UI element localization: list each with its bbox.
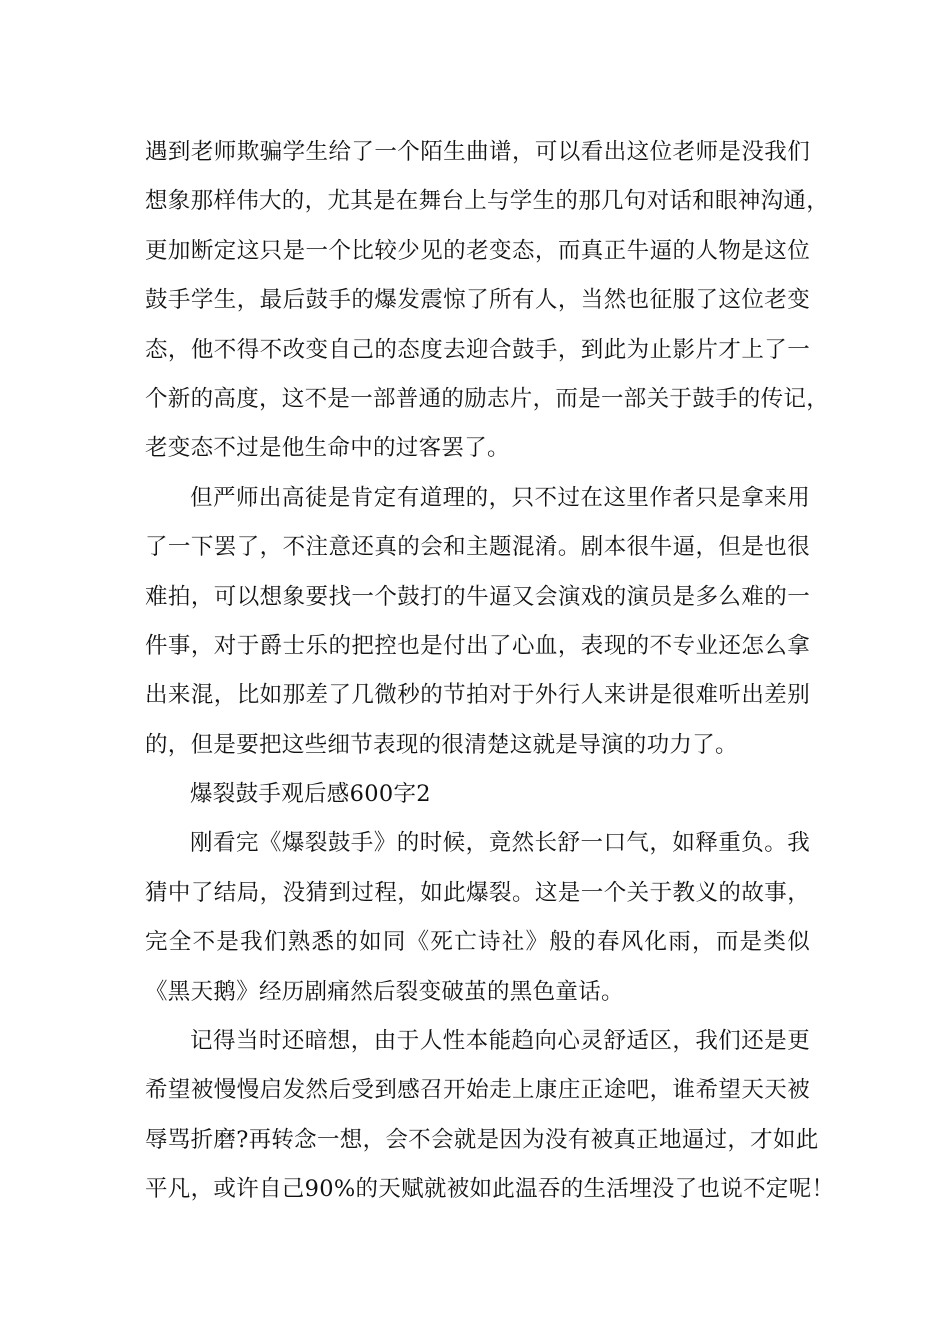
paragraph-1-line: 老变态不过是他生命中的过客罢了。	[145, 435, 510, 462]
paragraph-1-line: 更加断定这只是一个比较少见的老变态，而真正牛逼的人物是这位	[145, 237, 810, 264]
paragraph-3-line: 刚看完《爆裂鼓手》的时候，竟然长舒一口气，如释重负。我	[190, 830, 810, 857]
paragraph-2-line: 件事，对于爵士乐的把控也是付出了心血，表现的不专业还怎么拿	[145, 632, 810, 659]
paragraph-1-line: 个新的高度，这不是一部普通的励志片，而是一部关于鼓手的传记，	[145, 385, 830, 412]
paragraph-2-line: 了一下罢了，不注意还真的会和主题混淆。剧本很牛逼，但是也很	[145, 534, 810, 561]
paragraph-2-line: 难拍，可以想象要找一个鼓打的牛逼又会演戏的演员是多么难的一	[145, 583, 810, 610]
paragraph-4-line: 记得当时还暗想，由于人性本能趋向心灵舒适区，我们还是更	[190, 1028, 810, 1055]
paragraph-2-line: 出来混，比如那差了几微秒的节拍对于外行人来讲是很难听出差别	[145, 682, 810, 709]
paragraph-4-line: 平凡，或许自己90%的天赋就被如此温吞的生活埋没了也说不定呢！	[145, 1176, 835, 1203]
paragraph-1-line: 鼓手学生，最后鼓手的爆发震惊了所有人，当然也征服了这位老变	[145, 287, 810, 314]
paragraph-2-line: 但严师出高徒是肯定有道理的，只不过在这里作者只是拿来用	[190, 484, 810, 511]
paragraph-3-line: 猜中了结局，没猜到过程，如此爆裂。这是一个关于教义的故事，	[145, 879, 810, 906]
section-heading: 爆裂鼓手观后感600字2	[190, 781, 431, 808]
paragraph-1-line: 态，他不得不改变自己的态度去迎合鼓手，到此为止影片才上了一	[145, 336, 810, 363]
paragraph-3-line: 《黑天鹅》经历剧痛然后裂变破茧的黑色童话。	[145, 978, 624, 1005]
paragraph-3-line: 完全不是我们熟悉的如同《死亡诗社》般的春风化雨，而是类似	[145, 929, 810, 956]
paragraph-2-line: 的，但是要把这些细节表现的很清楚这就是导演的功力了。	[145, 731, 738, 758]
paragraph-4-line: 辱骂折磨?再转念一想，会不会就是因为没有被真正地逼过，才如此	[145, 1126, 819, 1153]
paragraph-4-line: 希望被慢慢启发然后受到感召开始走上康庄正途吧，谁希望天天被	[145, 1077, 810, 1104]
paragraph-1-line: 遇到老师欺骗学生给了一个陌生曲谱，可以看出这位老师是没我们	[145, 139, 810, 165]
document-body	[145, 128, 835, 1215]
paragraph-1-line: 想象那样伟大的，尤其是在舞台上与学生的那几句对话和眼神沟通，	[145, 188, 830, 215]
